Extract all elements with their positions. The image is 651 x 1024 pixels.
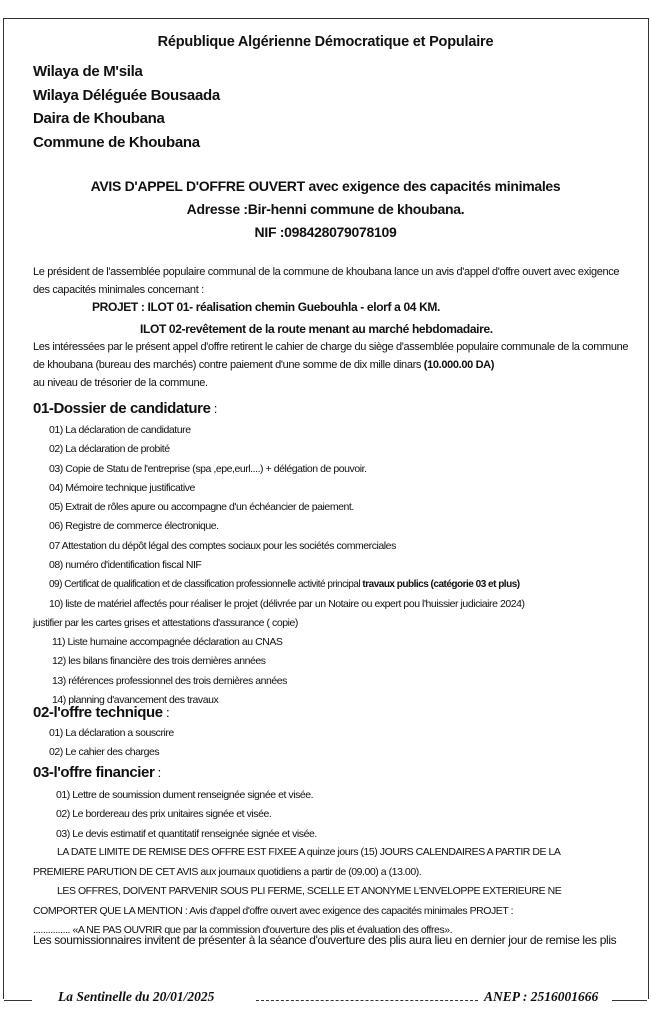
notice-title: AVIS D'APPEL D'OFFRE OUVERT avec exigence des capacités minimales	[90, 178, 561, 194]
section-offre-technique	[33, 704, 169, 721]
section-title: 02-l'offre technique	[33, 704, 163, 721]
wilaya-line: Wilaya de M'sila	[33, 63, 143, 80]
list-item: 01) La déclaration a souscrire	[49, 727, 174, 739]
section-offre-financier	[33, 764, 161, 781]
notice-address: Adresse :Bir-henni commune de khoubana.	[186, 201, 465, 217]
republic-title: République Algérienne Démocratique et Populaire	[157, 34, 494, 50]
section-colon: :	[154, 765, 161, 780]
footer-rule	[256, 1000, 478, 1001]
section-colon: :	[162, 705, 170, 720]
offers-line: LES OFFRES, DOIVENT PARVENIR SOUS PLI FERME, SCELLE ET ANONYME L'ENVELOPPE EXTERIEURE NE	[57, 885, 562, 897]
newspaper-source: La Sentinelle du 20/01/2025	[58, 989, 215, 1004]
list-item: 05) Extrait de rôles apure ou accompagne d'un échéancier de paiement.	[49, 501, 354, 514]
section-title: 01-Dossier de candidature	[33, 400, 211, 417]
list-item: 14) planning d'avancement des travaux	[52, 693, 219, 706]
section-dossier-candidature	[33, 400, 217, 417]
list-item: 02) Le bordereau des prix unitaires signée et visée.	[56, 808, 272, 821]
retrait-text: Les intéressées par le présent appel d'offre retirent le cahier de charge du siège d'assemblée populaire communale de la commune de khoubana (bureau des marchés) contre paiement d'une somme de dix mille dinars	[33, 341, 629, 371]
projet-ilot-01: PROJET : ILOT 01- réalisation chemin Guebouhla - elorf a 04 KM.	[92, 300, 441, 314]
list-item: 08) numéro d'identification fiscal NIF	[49, 559, 202, 572]
section-colon: :	[210, 401, 218, 416]
list-item: 10) liste de matériel affectés pour réaliser le projet (délivrée par un Notaire ou expert pou l'huissier judiciaire 2024)	[49, 597, 525, 610]
footer-rule	[4, 1000, 32, 1001]
deadline-block	[33, 843, 633, 941]
dossier-candidature-list	[49, 421, 639, 614]
retrait-paragraph	[33, 338, 633, 392]
offers-line: COMPORTER QUE LA MENTION : Avis d'appel d'offre ouvert avec exigence des capacités minimales PROJET :	[33, 904, 514, 917]
list-item: 02) Le cahier des charges	[49, 746, 160, 759]
list-item: 01) La déclaration de candidature	[49, 424, 191, 436]
list-item: 04) Mémoire technique justificative	[49, 481, 195, 494]
list-item: 13) références professionnel des trois dernières années	[52, 674, 287, 687]
commune-line: Commune de Khoubana	[33, 133, 200, 151]
dossier-candidature-list-tail	[52, 633, 642, 710]
daira-line: Daira de Khoubana	[33, 110, 165, 127]
footer-rule	[612, 1000, 647, 1001]
deadline-line: LA DATE LIMITE DE REMISE DES OFFRE EST FIXEE A quinze jours (15) JOURS CALENDAIRES A PARTIR DE LA	[57, 846, 561, 858]
list-item: 11) Liste humaine accompagnée déclaration au CNAS	[52, 636, 283, 648]
closing-paragraph: Les soumissionnaires invitent de présenter à la séance d'ouverture des plis aura lieu en dernier jour de remise les plis	[33, 933, 617, 947]
footer	[0, 985, 651, 1015]
list-item: 02) La déclaration de probité	[49, 443, 170, 456]
deadline-line: PREMIERE PARUTION DE CET AVIS aux journaux quotidiens a partir de (09.00) a (13.00).	[33, 865, 422, 878]
list-item: 07 Attestation du dépôt légal des comptes sociaux pour les sociétés commerciales	[49, 539, 396, 552]
offre-technique-list	[49, 724, 639, 763]
list-item: 01) Lettre de soumission dument renseignée signée et visée.	[56, 789, 314, 801]
notice-nif: NIF :098428079078109	[254, 224, 397, 240]
list-item: 03) Le devis estimatif et quantitatif renseignée signée et visée.	[56, 827, 317, 840]
section-title: 03-l'offre financier	[33, 764, 155, 781]
projet-ilot-02: ILOT 02-revêtement de la route menant au marché hebdomadaire.	[140, 322, 493, 336]
offre-financier-list	[56, 786, 646, 844]
offers-line: ............... «A NE PAS OUVRIR que par la commission d'ouverture des plis et évaluation des offres».	[33, 924, 453, 936]
retrait-amount: (10.000.00 DA)	[423, 359, 495, 371]
retrait-end: au niveau de trésorier de la commune.	[33, 377, 208, 389]
anep-reference: ANEP : 2516001666	[484, 989, 599, 1004]
list-item	[49, 575, 639, 594]
wilaya-deleguee-line: Wilaya Déléguée Bousaada	[33, 86, 220, 104]
list-item: 06) Registre de commerce électronique.	[49, 520, 219, 533]
list-item-continuation: justifier par les cartes grises et attestations d'assurance ( copie)	[33, 617, 298, 629]
item-09-text: 09) Certificat de qualification et de classification professionnelle activité principal	[49, 579, 363, 591]
notice-heading	[0, 175, 651, 244]
list-item: 03) Copie de Statu de l'entreprise (spa ,epe,eurl....) + délégation de pouvoir.	[49, 462, 367, 475]
intro-paragraph: Le président de l'assemblée populaire communal de la commune de khoubana lance un avis d'appel d'offre ouvert avec exigence des capacités minimales concernant :	[33, 266, 620, 296]
item-09-category: travaux publics (catégorie 03 et plus)	[362, 579, 520, 591]
list-item: 12) les bilans financière des trois dernières années	[52, 655, 266, 668]
item-10-continuation	[33, 614, 623, 633]
administration-block	[33, 60, 220, 154]
